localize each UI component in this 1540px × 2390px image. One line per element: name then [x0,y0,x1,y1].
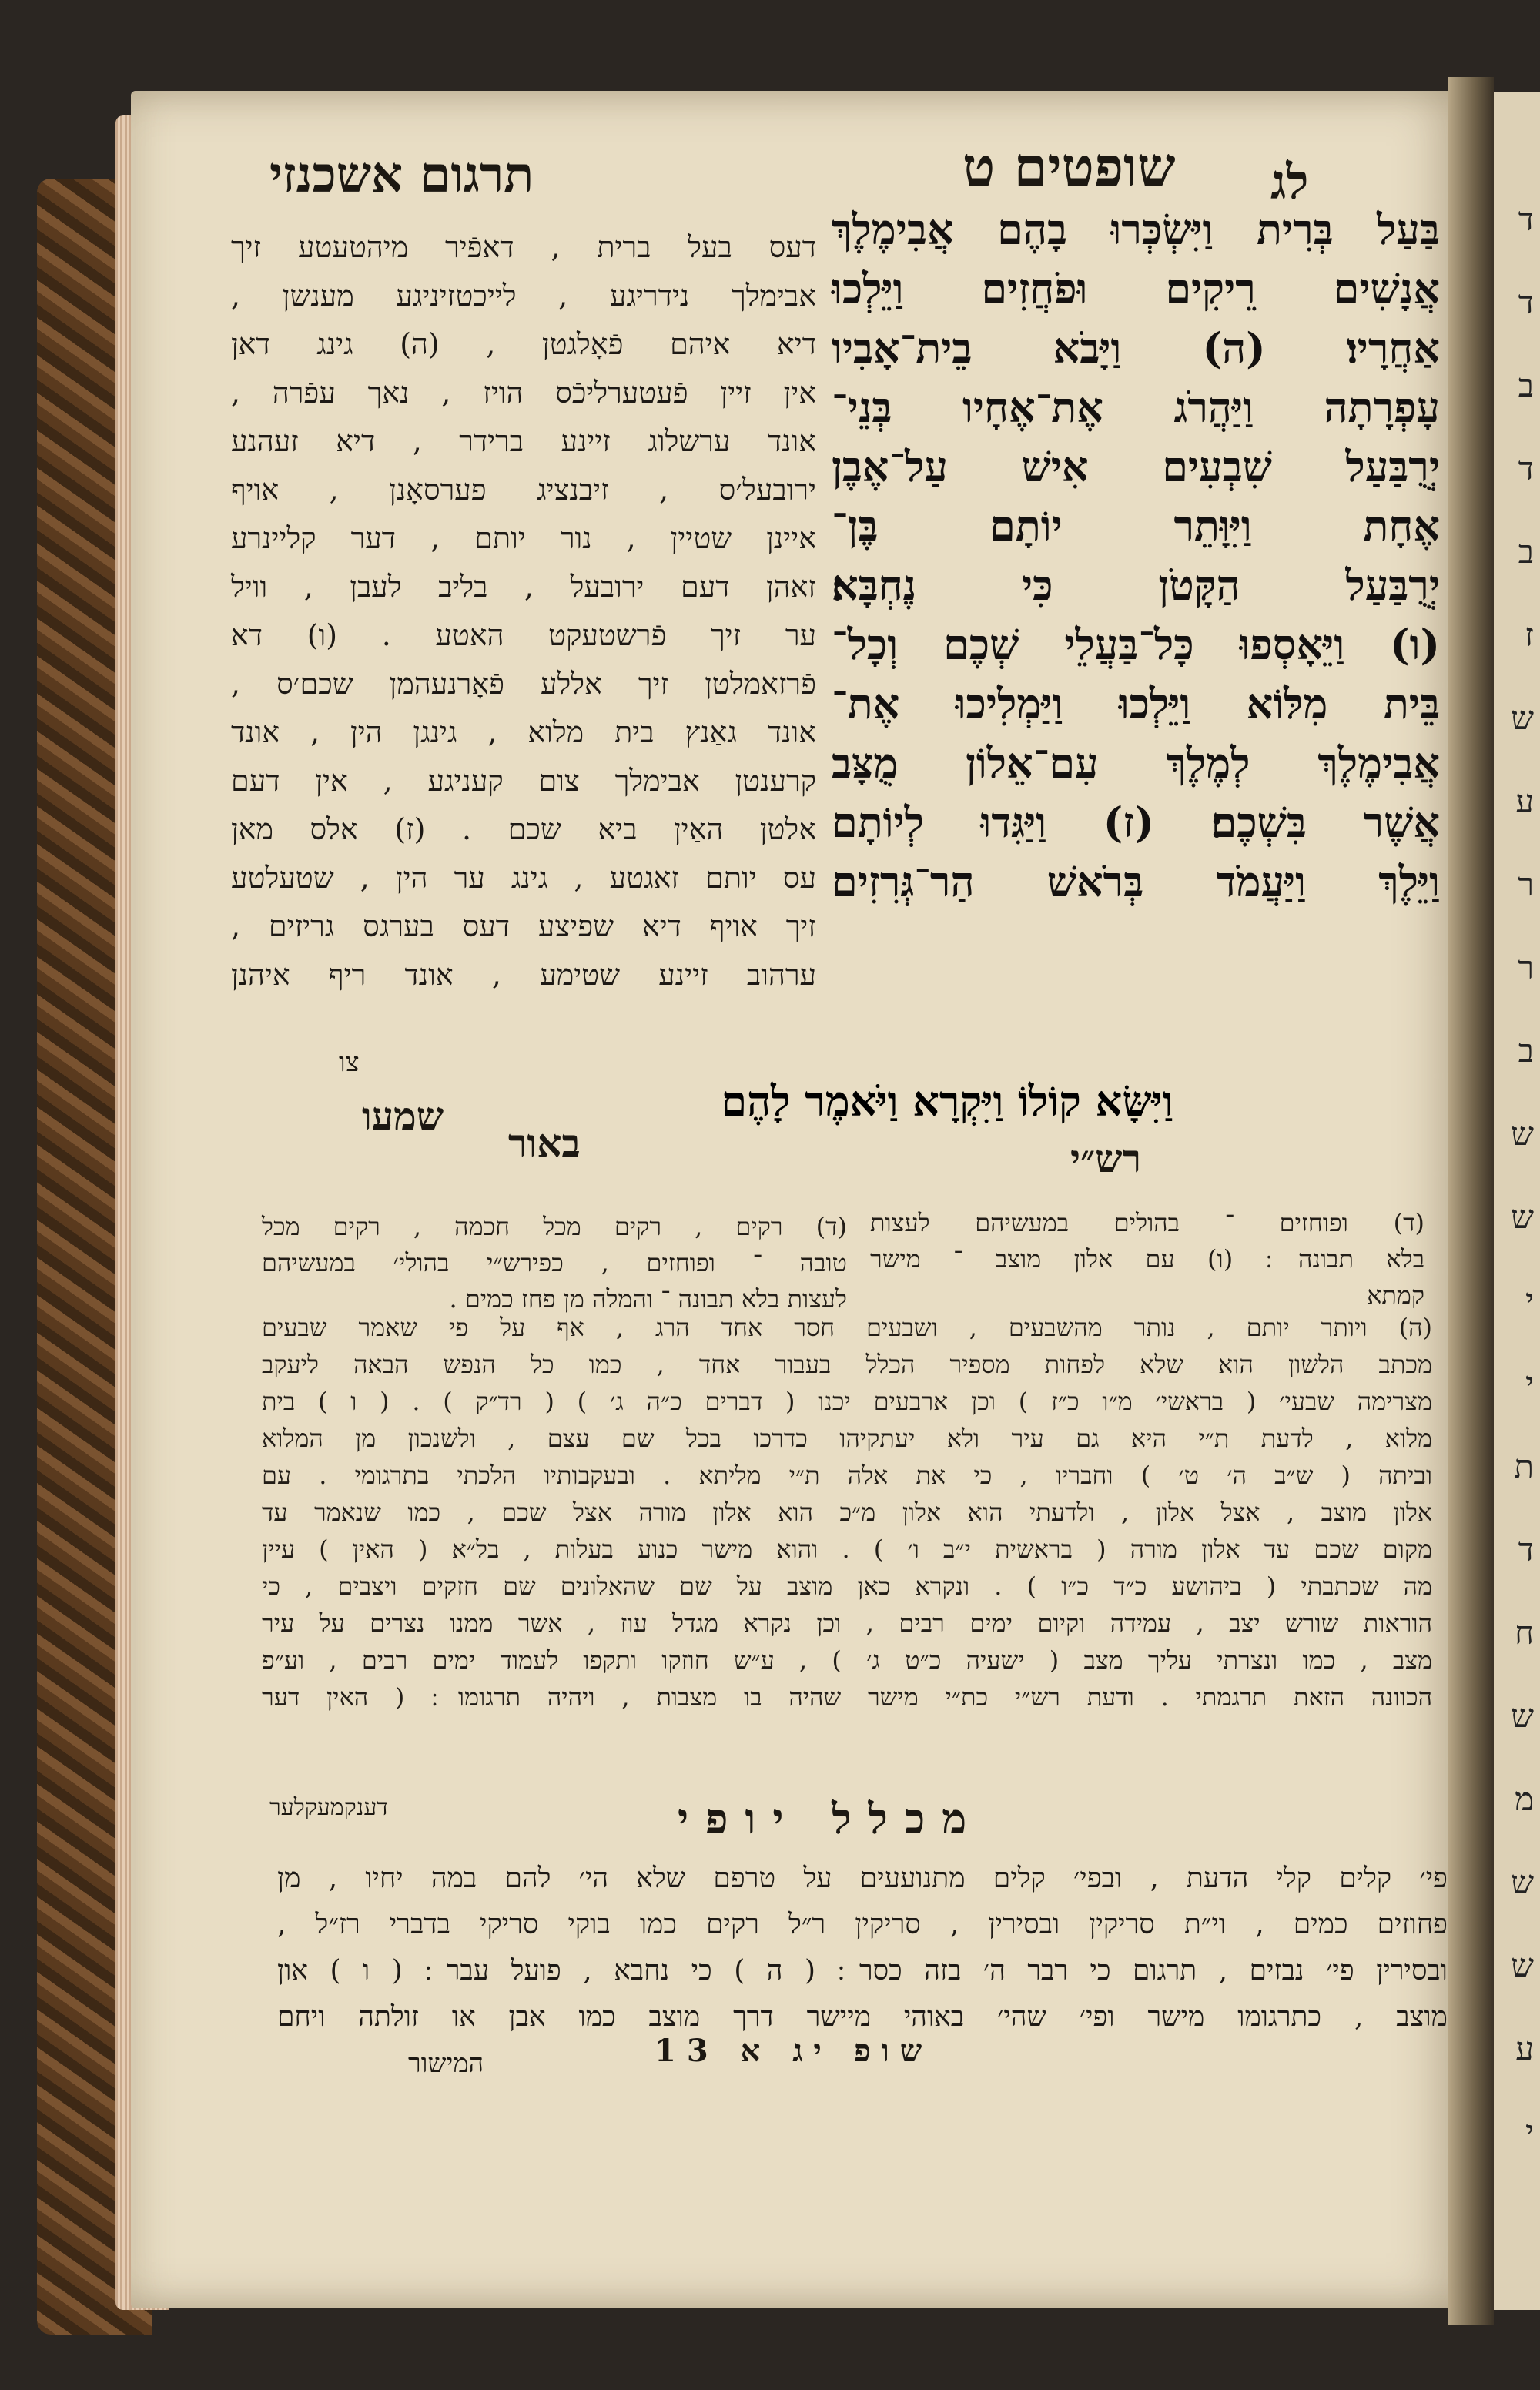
biur-line: טובה ־ ופוחזים , כפירש״י בהולי׳ במעשיהם [262,1248,847,1277]
shimon-label: שמעו [362,1093,444,1139]
biur-line: לעצות בלא תבונה ־ והמלה מן פחז כמים . [449,1284,847,1314]
next-page-letter: ר [1518,949,1534,986]
biur-full-line: מכתב הלשון הוא שלא לפחות מספיר הכלל בעבור אחד , כמו כל הנפש הבאה ליעקב [262,1350,1433,1379]
next-page-letter: ת [1514,1448,1534,1485]
next-page-letter: י [1525,2113,1534,2151]
next-page-letter: ד [1518,200,1534,238]
bible-line: אַחֲרָיו׃ (ה) וַיָּבֹא בֵית־אָבִיו [832,323,1440,373]
next-page-letter: ז [1525,616,1534,654]
targum-line: ער זיך פֿרשטעקט האטע . (ו) דא [231,618,816,652]
targum-tail: צו [339,1047,360,1078]
targum-line: פֿרזאמלטן זיך אללע פֿאָרנעהמן שכם׳ס , [231,667,816,701]
signature-number: 13 [654,2033,719,2069]
targum-line: עס יותם זאגטע , גינג ער הין , שטעלטע [231,861,816,895]
header-left-title: תרגום אשכנזי [270,146,534,204]
targum-line: זאהן דעם ירובעל , בליב לעבן , וויל [231,570,816,604]
next-page-letter: ש [1511,1946,1534,1984]
bible-line: אֲבִימֶלֶךְ לְמֶלֶךְ עִם־אֵלוֹן מֻצָּב [832,738,1440,788]
rashi-title: רש״י [1070,1136,1142,1181]
targum-line: אלטן האַין ביא שכם . (ז) אלס מאן [231,812,816,846]
targum-line: דיא איהם פֿאָלגטן , (ה) גינג דאן [231,327,816,361]
next-page-letter: ע [1515,782,1534,820]
biur-full-line: מצב , כמו ונצרתי עליך מצב ( ישעיה כ״ט ג׳ ) , ע״ש חוזקו ותקפו לעמוד ימים רבים , וע״פ [262,1645,1432,1675]
targum-line: איינן שטיין , נור יותם , דער קליינרע [231,521,816,555]
bible-line: עָפְרָתָה וַיַּהֲרֹג אֶת־אֶחָיו בְּנֵי־ [832,383,1440,432]
next-page-letter: ע [1515,2030,1534,2067]
next-page-letter: ש [1511,1115,1534,1153]
biur-line: (ד) רקים , רקים מכל חכמה , רקים מכל [262,1212,847,1241]
rashi-commentary [870,1205,1424,1314]
targum-line: ירובעל׳ס , זיבנציג פערסאָנן , אויף [231,473,816,507]
mikhlal-line: מוצב , כתרגומו מישר ופי׳ שהי׳ באוהי מיישר דרך מוצב כמו אבן או זולתה ויחם [277,2001,1448,2033]
bible-line: בֵּית מִלּוֹא וַיֵּלְכוּ וַיַּמְלִיכוּ אֶת־ [832,679,1440,728]
biur-full-line: מקום שכם עד אלון מורה ( בראשית י״ב ו׳ ) . והוא מישר כנוע בעלות , בל״א ( האין ) עיין [262,1535,1432,1564]
next-page-letter: ש [1511,1863,1534,1901]
biur-full-line: מצרימה שבעי׳ ( בראשי׳ מ״ו כ״ז ) וכן ארבעים יכנו ( דברים כ״ה ג׳ ) ( רד״ק ) . ( ו ) בית [262,1387,1432,1416]
next-page-letter: ש [1511,1198,1534,1236]
next-page-letter: ש [1511,1697,1534,1735]
bible-line: בַּעַל בְּרִית וַיִּשְׂכְּרוּ בָהֶם אֲבִימֶלֶךְ [832,205,1440,254]
rashi-line: (ד) ופוחזים ־ בהולים במעשיהם לעצות [870,1208,1424,1237]
biur-full-line: אלון מוצב , אצל אלון , ולדעתי הוא אלון מ״כ הוא אלון מורה אצל שכם , כמו שנאמר עד [262,1498,1432,1527]
next-page-letter: ח [1515,1614,1534,1652]
bible-last-line: וַיִּשָּׂא קוֹלוֹ וַיִּקְרָא וַיֹּאמֶר לָהֶם [721,1076,1173,1126]
biur-full-line: הוראות שורש יצב , עמידה וקיום ימים רבים , וכן נקרא מגדל עוז , אשר ממנו נצרים על עיר [262,1608,1432,1638]
biur-title: באור [508,1120,581,1166]
mikhlal-yofi-title: מכלל יופי [678,1794,984,1843]
next-page-letter: מ [1515,1780,1534,1818]
bible-line: (ו) וַיֵּאָסְפוּ כָּל־בַּעֲלֵי שְׁכֶם וְכָל־ [832,620,1440,669]
rashi-line: קמתא [1367,1280,1424,1310]
targum-line: אונד ערשלוג זיינע ברידר , דיא זעהנע [231,424,816,458]
next-page-letter: ש [1511,699,1534,737]
next-page-fragment [1486,92,1540,2310]
header-right-title: שופטים ט [962,135,1176,199]
targum-line: אונד גאַנץ בית מלוא , גינגן הין , אונד [231,715,816,749]
biur-full-line: מה שכתבתי ( ביהושע כ״ד כ״ו ) . ונקרא כאן מוצב על שם שהאלונים שם חזקים ויצבים , כי [262,1572,1432,1601]
bible-text-column [832,200,1440,912]
targum-column [231,223,816,999]
targum-line: אבימלך נידריגע , לייכטזיניגע מענשן , [231,279,816,313]
biur-full-line: וביתה ( ש״ב ה׳ ט׳ ) וחבריו , כי את אלה ת״י מליתא . ובעקבותיו הלכתי בתרגומי . עם [262,1461,1432,1490]
signature-letters: שופ יג א [740,2033,933,2069]
rashi-line: בלא תבונה ׃ (ו) עם אלון מוצב ־ מישר [870,1244,1424,1274]
targum-line: קרענטן אבימלך צום קעניגע , אין דעם [231,764,816,798]
next-page-letter: ד [1518,283,1534,321]
biur-commentary-full [262,1309,1432,1716]
mikhlal-line: ובסירין פי׳ נבזים , תרגום כי רבר ה׳ בזה כסר ׃ ( ה ) כי נחבא , פועל עבר ׃ ( ו ) און [277,1955,1448,1987]
mikhlal-line: פי׳ קלים קלי הדעת , ובפי׳ קלים מתנועעים על טרפם שלא הי׳ להם במה יחיו , מן [277,1863,1448,1894]
bible-line: אֲנָשִׁים רֵיקִים וּפֹחֲזִים וַיֵּלְכוּ [832,264,1440,313]
next-page-letter: י [1525,1364,1534,1402]
next-page-letter: י [1525,1281,1534,1319]
biur-full-line: מלוא , לדעת ת״י היא גם עיר ולא יעתקיהו כדרכו בכל שם עצם , ולשנכון מן המלוא [262,1424,1432,1453]
biur-commentary-top [262,1209,847,1317]
targum-line: דעס בעל ברית , דאפֿיר מיהטעטע זיך [231,230,816,264]
catchword: המישור [408,2048,484,2079]
next-page-letter: ד [1518,450,1534,487]
targum-line: זיך אויף דיא שפיצע דעס בערגס גריזים , [231,909,816,943]
next-page-letter: ר [1518,865,1534,903]
biur-full-line: (ה) ויותר יותם , נותר מהשבעים , ושבעים חסר אחד הרג , אף על פי שאמר שבעים [262,1313,1432,1342]
next-page-letter: ב [1518,1032,1534,1069]
page-number: לג [1270,154,1309,210]
bible-line: יְרֻבַּעַל שִׁבְעִים אִישׁ עַל־אֶבֶן [832,442,1440,491]
signature-mark [654,2033,932,2069]
bible-line: יְרֻבַּעַל הַקָּטֹן כִּי נֶחְבָּא׃ [832,561,1440,610]
bible-line: אֲשֶׁר בִּשְׁכֶם׃ (ז) וַיַּגִּדוּ לְיוֹתָם [832,798,1440,847]
next-page-letter: ד [1518,1531,1534,1568]
mikhlal-yofi-commentary [277,1856,1448,2040]
next-page-letter: ב [1518,533,1534,571]
mikhlal-line: פחוזים כמים , וי״ת סריקין ובסירין , סריקין ר״ל רקים כמו בוקי סריקי בדברי רז״ל , [277,1909,1448,1940]
targum-line: אין זיין פֿעטערליכֿס הויז , נאך עפֿרה , [231,376,816,410]
biur-full-line: הכוונה הזאת תרגמתי . ודעת רש״י כת״י מישר שהיה בו מצבות , ויהיה תרגומו ׃ ( האין דער [262,1682,1432,1712]
biur-continuation: דענקמעקלער [270,1794,388,1821]
next-page-letter: ב [1518,367,1534,404]
targum-line: ערהוב זיינע שטימע , אונד ריף איהנן [231,958,816,992]
bible-line: אֶחָת וַיִּוָּתֵר יוֹתָם בֶּן־ [832,501,1440,551]
bible-line: וַיֵּלֶךְ וַיַּעֲמֹד בְּרֹאשׁ הַר־גְּרִזִים [832,857,1440,906]
book-gutter [1448,77,1494,2325]
